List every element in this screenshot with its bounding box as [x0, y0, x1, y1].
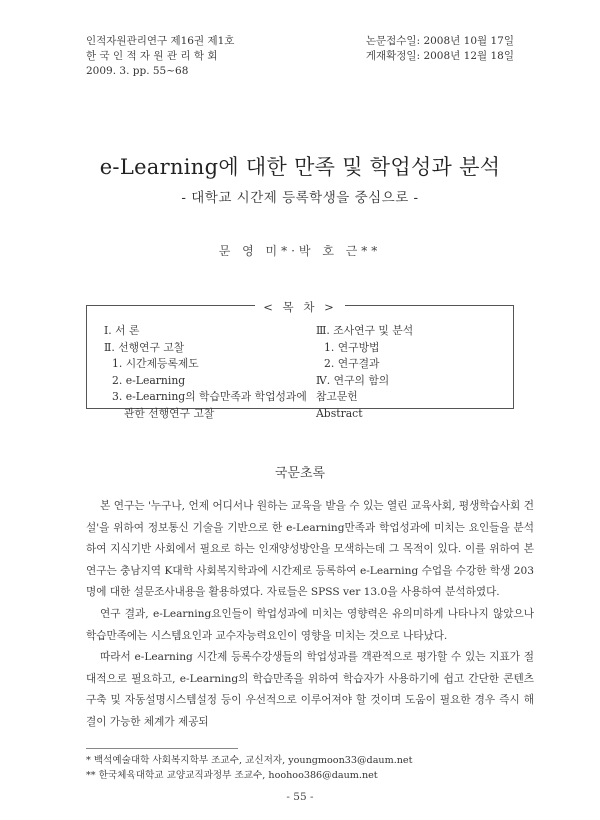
toc-label-text: < 목 차 > [255, 300, 344, 314]
toc-item: Ⅰ. 서 론 [104, 324, 140, 337]
toc-item: Ⅲ. 조사연구 및 분석 [316, 324, 414, 337]
toc-right-column [316, 323, 413, 423]
paper-subtitle: - 대학교 시간제 등록학생을 중심으로 - [181, 190, 419, 206]
journal-info [86, 34, 234, 79]
toc-item: Abstract [316, 406, 363, 420]
toc-item: 참고문헌 [316, 390, 358, 404]
society-name: 한 국 인 적 자 원 관 리 학 회 [86, 50, 218, 62]
toc-item: Ⅱ. 선행연구 고찰 [104, 340, 185, 354]
toc-item: 2. e-Learning [112, 373, 186, 387]
toc-left-column [104, 323, 307, 423]
abstract-body [86, 496, 534, 734]
submission-dates [366, 34, 514, 64]
journal-name: 인적자원관리연구 제16권 제1호 [86, 35, 235, 47]
footnotes [86, 753, 412, 783]
abstract-paragraph: 연구 결과, e-Learning요인들이 학업성과에 미치는 영향력은 유의미하게 나타나지 않았으나 학습만족에는 시스템요인과 교수자능력요인이 영향을 미치는 것으로 나타났다. [86, 607, 534, 642]
footnote-second-author: ** 한국체육대학교 교양교직과정부 조교수, hoohoo386@daum.net [86, 770, 378, 781]
abstract-paragraph: 따라서 e-Learning 시간제 등록수강생들의 학업성과를 객관적으로 평가할 수 있는 지표가 절대적으로 필요하고, e-Learning의 학습만족을 위하여 학습자가 사용하기에 쉽고 간단한 콘텐츠구축 및 자동설명시스템설정 등이 우선적으로 이루어져야 할 것이며 도움이 필요한 경우 즉시 해결이 가능한 체계가 제공되 [86, 651, 534, 728]
toc-item: 1. 연구방법 [324, 340, 380, 354]
footnote-first-author: * 백석예술대학 사회복지학부 조교수, 교신저자, youngmoon33@daum.net [86, 755, 413, 766]
issue-pages: 2009. 3. pp. 55~68 [86, 65, 189, 77]
toc-item: Ⅳ. 연구의 함의 [316, 373, 390, 387]
page-number: - 55 - [286, 791, 314, 803]
toc-item: 3. e-Learning의 학습만족과 학업성과에 [112, 390, 307, 404]
paper-title: e-Learning에 대한 만족 및 학업성과 분석 [99, 155, 501, 179]
toc-item: 1. 시간제등록제도 [112, 357, 199, 371]
abstract-paragraph: 본 연구는 '누구나, 언제 어디서나 원하는 교육을 받을 수 있는 열린 교육사회, 평생학습사회 건설'을 위하여 정보통신 기술을 기반으로 한 e-Learning만족과 학업성과에 미치는 요인들을 분석하여 지식기반 사회에서 필요로 하는 인재양성방안을 모색하는데 그 목적이 있다. 이를 위하여 본 연구는 충남지역 K대학 사회복지학과에 시간제로 등록하여 e-Learning 수업을 수강한 학생 203명에 대한 설문조사내용을 활용하였다. 자료들은 SPSS ver 13.0을 사용하여 분석하였다. [86, 500, 534, 599]
toc-item: 2. 연구결과 [324, 357, 380, 371]
author-names: 문 영 미*·박 호 근** [218, 244, 382, 258]
toc-label [0, 296, 600, 315]
footnote-divider [86, 748, 238, 749]
accepted-date: 게재확정일: 2008년 12월 18일 [365, 50, 514, 62]
received-date: 논문접수일: 2008년 10월 17일 [365, 35, 514, 47]
toc-item: 관한 선행연구 고찰 [124, 406, 215, 420]
abstract-heading: 국문초록 [274, 466, 326, 481]
